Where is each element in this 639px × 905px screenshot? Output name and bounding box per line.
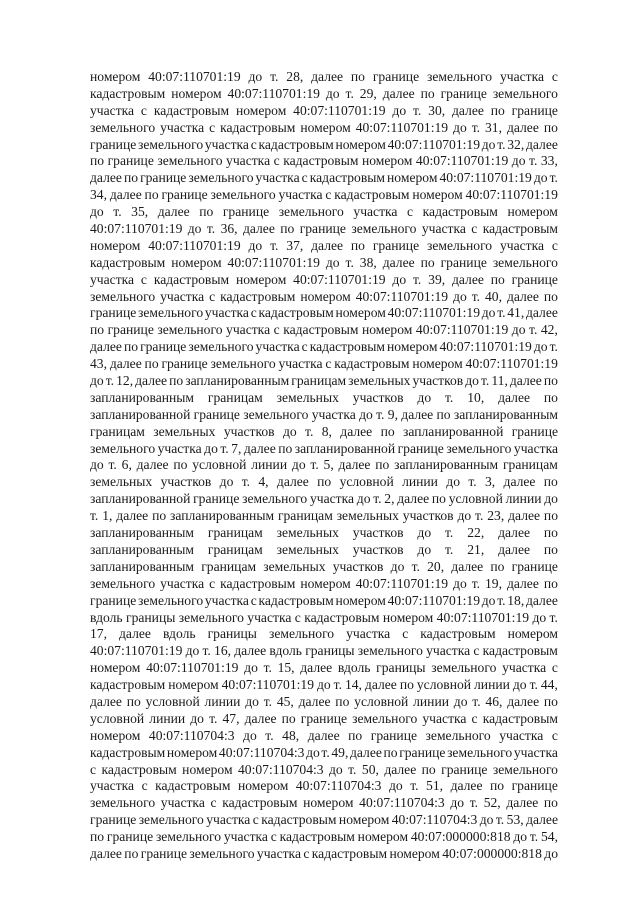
text-line: т. 1, далее по запланированным границам земельных участков до т. 23, далее по — [90, 508, 558, 524]
text-line: 40:07:110701:19 до т. 36, далее по границе земельного участка с кадастровым — [90, 221, 558, 237]
text-line: до т. 12, далее по запланированным границам земельных участков до т. 11, далее по — [90, 373, 558, 389]
text-line: запланированным границам земельных участков до т. 10, далее по — [90, 389, 558, 405]
text-line: земельного участка с кадастровым номером 40:07:110701:19 до т. 19, далее по — [90, 575, 558, 591]
text-line: с кадастровым номером 40:07:110704:3 до т. 50, далее по границе земельного — [90, 761, 558, 777]
text-line: земельных участков до т. 4, далее по условной линии до т. 3, далее по — [90, 474, 558, 490]
text-line: далее по условной линии до т. 45, далее по условной линии до т. 46, далее по — [90, 693, 558, 709]
text-line: до т. 35, далее по границе земельного участка с кадастровым номером — [90, 204, 558, 220]
text-line: номером 40:07:110701:19 до т. 37, далее по границе земельного участка с — [90, 237, 558, 253]
text-line: границам земельных участков до т. 8, далее по запланированной границе — [90, 423, 558, 439]
text-line: земельного участка с кадастровым номером 40:07:110701:19 до т. 40, далее по — [90, 288, 558, 304]
text-line: кадастровым номером 40:07:110704:3 до т. 49, далее по границе земельного участка — [90, 744, 558, 760]
text-line: участка с кадастровым номером 40:07:110704:3 до т. 51, далее по границе — [90, 778, 558, 794]
text-line: далее по границе земельного участка с кадастровым номером 40:07:000000:818 до — [90, 845, 558, 861]
text-line: запланированной границе земельного участка до т. 9, далее по запланированным — [90, 406, 558, 422]
text-line: по границе земельного участка с кадастровым номером 40:07:000000:818 до т. 54, — [90, 829, 558, 845]
text-line: запланированным границам земельных участков до т. 21, далее по — [90, 541, 558, 557]
text-line: номером 40:07:110701:19 до т. 15, далее вдоль границы земельного участка с — [90, 660, 558, 676]
text-line: далее по границе земельного участка с кадастровым номером 40:07:110701:19 до т. — [90, 170, 558, 186]
text-line: по границе земельного участка с кадастровым номером 40:07:110701:19 до т. 33, — [90, 153, 558, 169]
document-body — [90, 69, 558, 863]
text-line: запланированным границам земельных участков до т. 22, далее по — [90, 525, 558, 541]
text-line: условной линии до т. 47, далее по границе земельного участка с кадастровым — [90, 710, 558, 726]
text-line: до т. 6, далее по условной линии до т. 5, далее по запланированным границам — [90, 457, 558, 473]
text-line: по границе земельного участка с кадастровым номером 40:07:110701:19 до т. 42, — [90, 322, 558, 338]
text-line: номером 40:07:110701:19 до т. 28, далее по границе земельного участка с — [90, 69, 558, 84]
text-line: далее по границе земельного участка с кадастровым номером 40:07:110701:19 до т. — [90, 339, 558, 355]
text-line: запланированным границам земельных участков до т. 20, далее по границе — [90, 558, 558, 574]
text-line: границе земельного участка с кадастровым номером 40:07:110701:19 до т. 18, далее — [90, 592, 558, 608]
text-line: кадастровым номером 40:07:110701:19 до т. 38, далее по границе земельного — [90, 254, 558, 270]
text-line: границе земельного участка с кадастровым номером 40:07:110701:19 до т. 41, далее — [90, 305, 558, 321]
text-line: участка с кадастровым номером 40:07:110701:19 до т. 30, далее по границе — [90, 102, 558, 118]
text-line: 17, далее вдоль границы земельного участка с кадастровым номером — [90, 626, 558, 642]
text-line: запланированной границе земельного участка до т. 2, далее по условной линии до — [90, 491, 558, 507]
text-line: границе земельного участка с кадастровым номером 40:07:110701:19 до т. 32, далее — [90, 136, 558, 152]
text-line: земельного участка с кадастровым номером 40:07:110704:3 до т. 52, далее по — [90, 795, 558, 811]
text-line: вдоль границы земельного участка с кадастровым номером 40:07:110701:19 до т. — [90, 609, 558, 625]
text-line: земельного участка до т. 7, далее по запланированной границе земельного участка — [90, 440, 558, 456]
text-line: земельного участка с кадастровым номером 40:07:110701:19 до т. 31, далее по — [90, 119, 558, 135]
text-line: номером 40:07:110704:3 до т. 48, далее по границе земельного участка с — [90, 727, 558, 743]
text-line: кадастровым номером 40:07:110701:19 до т. 29, далее по границе земельного — [90, 85, 558, 101]
text-line: границе земельного участка с кадастровым номером 40:07:110704:3 до т. 53, далее — [90, 812, 558, 828]
text-line: 40:07:110701:19 до т. 16, далее вдоль границы земельного участка с кадастровым — [90, 643, 558, 659]
text-line: 34, далее по границе земельного участка с кадастровым номером 40:07:110701:19 — [90, 187, 558, 203]
text-line: участка с кадастровым номером 40:07:110701:19 до т. 39, далее по границе — [90, 271, 558, 287]
text-line: 43, далее по границе земельного участка с кадастровым номером 40:07:110701:19 — [90, 356, 558, 372]
text-line: кадастровым номером 40:07:110701:19 до т. 14, далее по условной линии до т. 44, — [90, 677, 558, 693]
